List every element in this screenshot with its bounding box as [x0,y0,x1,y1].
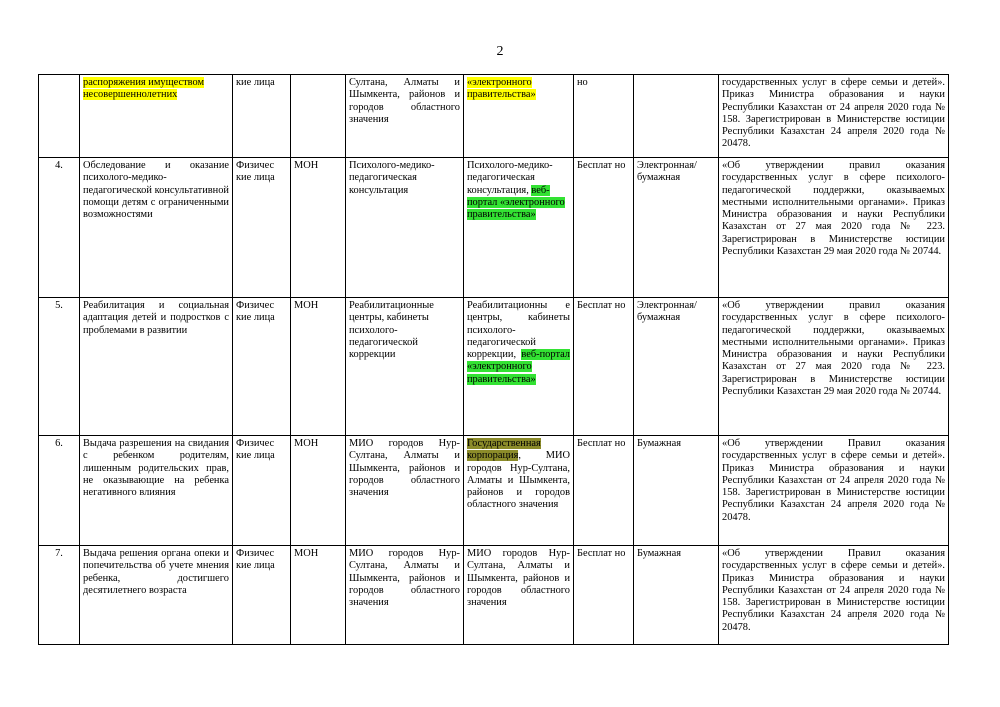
regulation-cell: «Об утверждении правил оказания государственных услуг в сфере психолого-педагогической поддержки, оказываемых местными исполнительными органами». Приказ Министра образования и науки Республики Казахстан от 27 мая 2020 года № 223. Зарегистрирован в Министерстве юстиции Республики Казахстан 29 мая 2020 года № 20744. [719,158,949,298]
row-number: 7. [39,546,80,645]
table-row [39,546,949,645]
service-name-text: Реабилитация и социальная адаптация детей и подростков с проблемами в развитии [83,300,229,336]
row-number [39,75,80,158]
providers-cell: Султана, Алматы и Шымкента, районов и городов областного значения [346,75,464,158]
acceptance-cell [464,546,574,645]
agency-cell [291,75,346,158]
payment-cell: но [574,75,634,158]
service-name [80,298,233,436]
acceptance-highlight: веб-портал «электронного правительства» [467,349,570,385]
form-cell: Бумажная [634,546,719,645]
providers-cell: МИО городов Нур-Султана, Алматы и Шымкента, районов и городов областного значения [346,436,464,546]
regulation-cell: государственных услуг в сфере семьи и детей». Приказ Министра образования и науки Республики Казахстан от 24 апреля 2020 года № 158. Зарегистрирован в Министерстве юстиции Республики Казахстан 24 апреля 2020 года № 20478. [719,75,949,158]
acceptance-highlight: «электронного правительства» [467,77,536,101]
agency-cell: МОН [291,436,346,546]
service-name-highlight: распоряжения имуществом несовершеннолетних [83,77,205,101]
row-number: 6. [39,436,80,546]
providers-cell: Психолого-медико-педагогическая консультация [346,158,464,298]
agency-cell: МОН [291,546,346,645]
service-name [80,436,233,546]
acceptance-text-after: , МИО городов Нур-Султана, Алматы и Шымкента, районов и городов областного значения [467,450,570,511]
service-name-text: Выдача решения органа опеки и попечительства об учете мнения ребенка, достигшего десятилетнего возраста [83,548,229,596]
recipient-cell: кие лица [233,75,291,158]
form-cell: Электронная/ бумажная [634,298,719,436]
providers-cell: Реабилитационные центры, кабинеты психолого-педагогической коррекции [346,298,464,436]
table-row [39,75,949,158]
table-row [39,436,949,546]
regulation-cell: «Об утверждении Правил оказания государственных услуг в сфере семьи и детей». Приказ Министра образования и науки Республики Казахстан от 24 апреля 2020 года № 158. Зарегистрирован в Министерстве юстиции Республики Казахстан 24 апреля 2020 года № 20478. [719,546,949,645]
acceptance-cell [464,158,574,298]
page-number: 2 [496,44,504,59]
payment-cell: Бесплат но [574,158,634,298]
service-name-text: Выдача разрешения на свидания с ребенком родителям, лишенным родительских прав, не оказывающие на ребенка негативного влияния [83,438,229,499]
table-row [39,298,949,436]
agency-cell: МОН [291,158,346,298]
row-number: 5. [39,298,80,436]
regulation-cell: «Об утверждении Правил оказания государственных услуг в сфере семьи и детей». Приказ Министра образования и науки Республики Казахстан от 24 апреля 2020 года № 158. Зарегистрирован в Министерстве юстиции Республики Казахстан 24 апреля 2020 года № 20478. [719,436,949,546]
payment-cell: Бесплат но [574,546,634,645]
acceptance-text: МИО городов Нур-Султана, Алматы и Шымкента, районов и городов областного значения [467,548,570,609]
form-cell: Бумажная [634,436,719,546]
acceptance-highlight: Государственная корпорация [467,438,541,462]
form-cell: Электронная/ бумажная [634,158,719,298]
service-name [80,546,233,645]
service-name [80,75,233,158]
acceptance-cell [464,436,574,546]
payment-cell: Бесплат но [574,436,634,546]
service-name-text: Обследование и оказание психолого-медико-педагогической консультативной помощи детям с ограниченными возможностями [83,160,229,221]
payment-cell: Бесплат но [574,298,634,436]
recipient-cell: Физичес кие лица [233,546,291,645]
form-cell [634,75,719,158]
providers-cell: МИО городов Нур-Султана, Алматы и Шымкента, районов и городов областного значения [346,546,464,645]
acceptance-text: Психолого-медико-педагогическая консультация, [467,160,553,196]
regulation-cell: «Об утверждении правил оказания государственных услуг в сфере психолого-педагогической поддержки, оказываемых местными исполнительными органами». Приказ Министра образования и науки Республики Казахстан от 27 мая 2020 года № 223. Зарегистрирован в Министерстве юстиции Республики Казахстан 29 мая 2020 года № 20744. [719,298,949,436]
recipient-cell: Физичес кие лица [233,298,291,436]
acceptance-cell [464,75,574,158]
recipient-cell: Физичес кие лица [233,158,291,298]
agency-cell: МОН [291,298,346,436]
acceptance-highlight: веб-портал «электронного правительства» [467,184,565,221]
acceptance-text: Реабилитационны е центры, кабинеты психолого-педагогической коррекции, [467,300,570,361]
row-number: 4. [39,158,80,298]
service-name [80,158,233,298]
table-row [39,158,949,298]
recipient-cell: Физичес кие лица [233,436,291,546]
services-table [38,74,949,645]
acceptance-cell [464,298,574,436]
